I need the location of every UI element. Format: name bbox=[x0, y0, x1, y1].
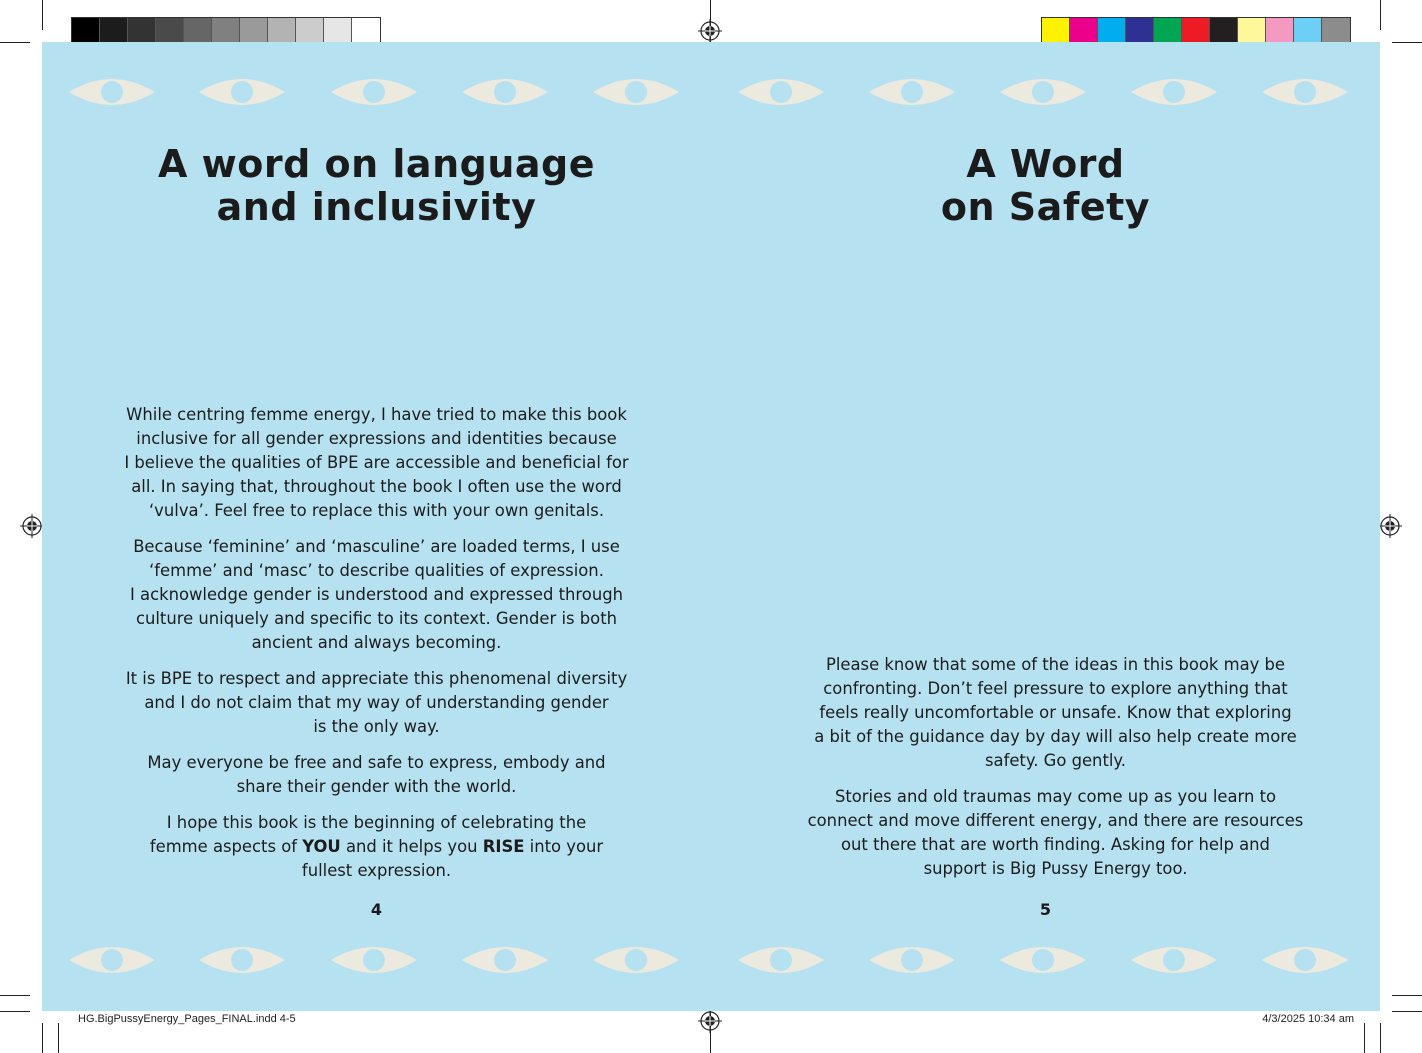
text-line: out there that are worth finding. Asking for help and bbox=[841, 835, 1270, 854]
color-swatch bbox=[128, 18, 156, 45]
crop-mark bbox=[0, 995, 30, 996]
crop-mark bbox=[42, 0, 43, 30]
color-swatch bbox=[352, 18, 380, 45]
registration-mark-icon bbox=[20, 514, 44, 538]
paragraph bbox=[110, 403, 643, 523]
color-swatch bbox=[324, 18, 352, 45]
color-swatch bbox=[1070, 18, 1098, 45]
title-line: A word on language bbox=[157, 142, 595, 186]
color-swatch bbox=[1154, 18, 1182, 45]
text-line: feels really uncomfortable or unsafe. Know that exploring bbox=[819, 703, 1292, 722]
page-title bbox=[42, 143, 711, 229]
text-line: safety. Go gently. bbox=[984, 751, 1126, 770]
crop-mark bbox=[1392, 1011, 1422, 1012]
text-line: It is BPE to respect and appreciate this phenomenal diversity bbox=[125, 669, 628, 688]
slug-datetime: 4/3/2025 10:34 am bbox=[1262, 1013, 1354, 1025]
body-text bbox=[789, 653, 1322, 893]
text-line: fullest expression. bbox=[301, 861, 452, 880]
color-swatch bbox=[1126, 18, 1154, 45]
page-title bbox=[711, 143, 1380, 229]
registration-mark-icon bbox=[698, 19, 722, 43]
title-line: on Safety bbox=[940, 185, 1151, 229]
crop-mark bbox=[42, 1023, 43, 1053]
text-line bbox=[110, 835, 643, 859]
color-swatch bbox=[100, 18, 128, 45]
text-line: share their gender with the world. bbox=[236, 777, 517, 796]
title-line: A Word bbox=[966, 142, 1125, 186]
crop-mark bbox=[1364, 1023, 1365, 1053]
color-swatch bbox=[156, 18, 184, 45]
text-line: May everyone be free and safe to express, embody and bbox=[147, 753, 606, 772]
crop-mark bbox=[1392, 995, 1422, 996]
page-number: 5 bbox=[1039, 900, 1052, 919]
text-line: support is Big Pussy Energy too. bbox=[923, 859, 1188, 878]
emphasis-you: YOU bbox=[302, 837, 341, 856]
text-line: and I do not claim that my way of understanding gender bbox=[144, 693, 609, 712]
text-line: I acknowledge gender is understood and expressed through bbox=[130, 585, 623, 604]
paragraph bbox=[110, 667, 643, 739]
color-swatch bbox=[1042, 18, 1070, 45]
crop-mark bbox=[58, 1023, 59, 1053]
text-line: is the only way. bbox=[313, 717, 440, 736]
registration-mark-icon bbox=[1378, 514, 1402, 538]
color-swatch bbox=[1294, 18, 1322, 45]
text-line: ‘vulva’. Feel free to replace this with your own genitals. bbox=[148, 501, 605, 520]
text-line: ‘femme’ and ‘masc’ to describe qualities of expression. bbox=[149, 561, 604, 580]
color-swatch bbox=[296, 18, 324, 45]
paragraph bbox=[789, 785, 1322, 881]
text-line: Stories and old traumas may come up as you learn to bbox=[834, 787, 1277, 806]
text-line: a bit of the guidance day by day will also help create more bbox=[814, 727, 1297, 746]
color-swatch bbox=[1266, 18, 1294, 45]
emphasis-rise: RISE bbox=[482, 837, 525, 856]
color-swatch bbox=[212, 18, 240, 45]
paragraph bbox=[110, 535, 643, 655]
color-swatch bbox=[1210, 18, 1238, 45]
color-swatch bbox=[240, 18, 268, 45]
paragraph bbox=[789, 653, 1322, 773]
text-line: Because ‘feminine’ and ‘masculine’ are loaded terms, I use bbox=[133, 537, 620, 556]
text-line: connect and move different energy, and there are resources bbox=[807, 811, 1304, 830]
color-swatch bbox=[1238, 18, 1266, 45]
color-swatch bbox=[1182, 18, 1210, 45]
crop-mark bbox=[0, 42, 30, 43]
crop-mark bbox=[1380, 1023, 1381, 1053]
text-run: femme aspects of bbox=[149, 837, 303, 856]
paragraph bbox=[110, 811, 643, 883]
crop-mark bbox=[1392, 42, 1422, 43]
color-swatch bbox=[268, 18, 296, 45]
color-swatch bbox=[1098, 18, 1126, 45]
right-page bbox=[711, 42, 1380, 1011]
text-line: I hope this book is the beginning of celebrating the bbox=[166, 813, 587, 832]
text-line: I believe the qualities of BPE are accessible and beneficial for bbox=[124, 453, 629, 472]
text-run: and it helps you bbox=[340, 837, 483, 856]
page-number: 4 bbox=[370, 900, 383, 919]
slug-filename: HG.BigPussyEnergy_Pages_FINAL.indd 4-5 bbox=[78, 1013, 296, 1025]
text-line: inclusive for all gender expressions and identities because bbox=[136, 429, 617, 448]
color-swatch bbox=[72, 18, 100, 45]
crop-mark bbox=[1380, 0, 1381, 30]
paragraph bbox=[110, 751, 643, 799]
text-run: into your bbox=[524, 837, 604, 856]
left-page bbox=[42, 42, 711, 1011]
text-line: culture uniquely and specific to its context. Gender is both bbox=[135, 609, 618, 628]
crop-mark bbox=[0, 1011, 30, 1012]
text-line: confronting. Don’t feel pressure to explore anything that bbox=[823, 679, 1288, 698]
color-swatch bbox=[184, 18, 212, 45]
text-line: ancient and always becoming. bbox=[251, 633, 502, 652]
body-text bbox=[110, 403, 643, 895]
color-swatch bbox=[1322, 18, 1350, 45]
registration-mark-icon bbox=[698, 1009, 722, 1033]
text-line: Please know that some of the ideas in this book may be bbox=[825, 655, 1286, 674]
book-spread bbox=[42, 42, 1380, 1011]
title-line: and inclusivity bbox=[216, 185, 537, 229]
text-line: While centring femme energy, I have tried to make this book bbox=[126, 405, 627, 424]
text-line: all. In saying that, throughout the book I often use the word bbox=[131, 477, 622, 496]
